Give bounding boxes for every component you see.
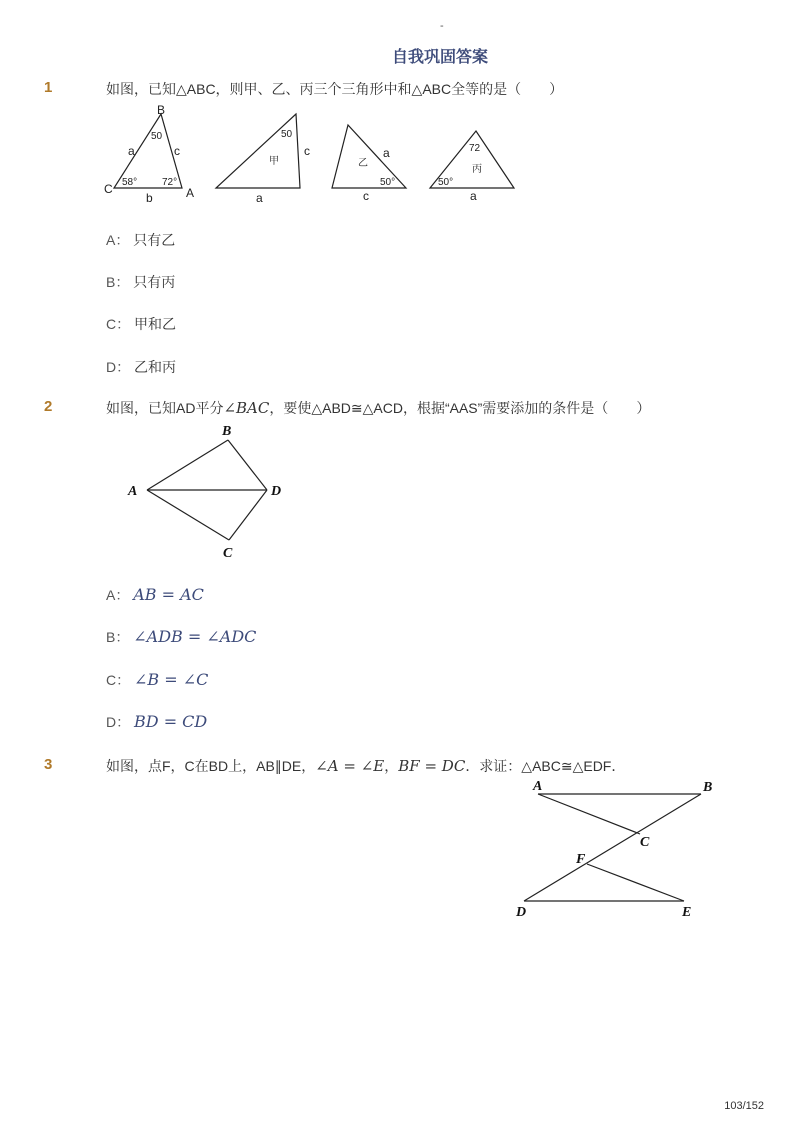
question-2-number: 2 (44, 398, 53, 415)
question-2-stem-post: ，要使△ABD≅△ACD，根据“AAS”需要添加的条件是（ (269, 400, 609, 416)
q1-option-a-value: 只有乙 (133, 232, 176, 248)
point-a: A (128, 484, 138, 499)
question-2-math: ∠BAC (223, 399, 270, 417)
q1-option-b-key: B： (106, 274, 130, 290)
q2-option-a-value: AB = AC (133, 585, 204, 604)
side-a: a (128, 144, 135, 158)
point-f-3: F (576, 852, 586, 867)
q1-option-c-value: 甲和乙 (134, 316, 177, 332)
bing-angle-72: 72 (469, 143, 481, 154)
question-3-math-2: BF = DC (398, 757, 466, 775)
side-b: b (146, 191, 153, 205)
yi-side-a: a (383, 146, 390, 160)
question-1-close: ） (549, 81, 564, 97)
question-3-stem-post: ．求证：△ABC≅△EDF． (465, 758, 626, 774)
angle-c: 58° (122, 177, 138, 188)
q2-option-b-key: B： (106, 629, 130, 645)
point-e-3: E (682, 905, 692, 920)
point-a-3: A (533, 779, 543, 794)
point-c-3: C (640, 835, 650, 850)
label-c: C (104, 182, 113, 196)
angle-a: 72° (162, 177, 178, 188)
point-d-3: D (516, 905, 527, 920)
q1-option-b-value: 只有丙 (133, 274, 176, 290)
q1-option-a-key: A： (106, 232, 130, 248)
point-d: D (271, 484, 282, 499)
angle-b: 50 (151, 131, 163, 142)
point-b-3: B (703, 780, 713, 795)
question-3-number: 3 (44, 756, 53, 773)
question-1-number: 1 (44, 79, 53, 96)
question-2-close: ） (636, 400, 651, 416)
bing-name: 丙 (472, 164, 482, 175)
label-a: A (186, 186, 195, 200)
jia-angle: 50 (281, 129, 293, 140)
q2-option-b-value: ∠ADB = ∠ADC (133, 627, 257, 646)
q2-option-c-key: C： (106, 672, 131, 688)
bing-angle-50: 50° (438, 177, 454, 188)
side-c: c (174, 144, 180, 158)
q1-option-d-value: 乙和丙 (134, 359, 177, 375)
yi-angle: 50° (380, 177, 396, 188)
jia-side-c: c (304, 144, 310, 158)
bing-side-a: a (470, 189, 477, 203)
q2-option-a-key: A： (106, 587, 130, 603)
jia-name: 甲 (269, 156, 279, 167)
q2-option-d-key: D： (106, 714, 131, 730)
header-dash: - (440, 20, 444, 32)
question-3-math-1: ∠A = ∠E (315, 757, 385, 775)
page-number: 103/152 (724, 1100, 764, 1112)
yi-name: 乙 (358, 158, 368, 169)
point-c: C (223, 546, 233, 561)
question-2-stem-pre: 如图，已知AD平分 (106, 400, 224, 416)
point-b: B (222, 424, 232, 439)
yi-side-c: c (363, 189, 369, 203)
question-3-stem-pre: 如图，点F，C在BD上，AB∥DE， (106, 758, 316, 774)
q2-option-c-value: ∠B = ∠C (134, 670, 209, 689)
jia-side-a: a (256, 191, 263, 205)
q1-option-d-key: D： (106, 359, 131, 375)
question-3-sep: ， (384, 758, 399, 774)
label-b: B (157, 103, 166, 117)
q1-option-c-key: C： (106, 316, 131, 332)
page-title: 自我巩固答案 (391, 49, 488, 66)
q2-option-d-value: BD = CD (134, 712, 208, 731)
question-1-stem: 如图，已知△ABC，则甲、乙、丙三个三角形中和△ABC全等的是（ (106, 81, 522, 97)
